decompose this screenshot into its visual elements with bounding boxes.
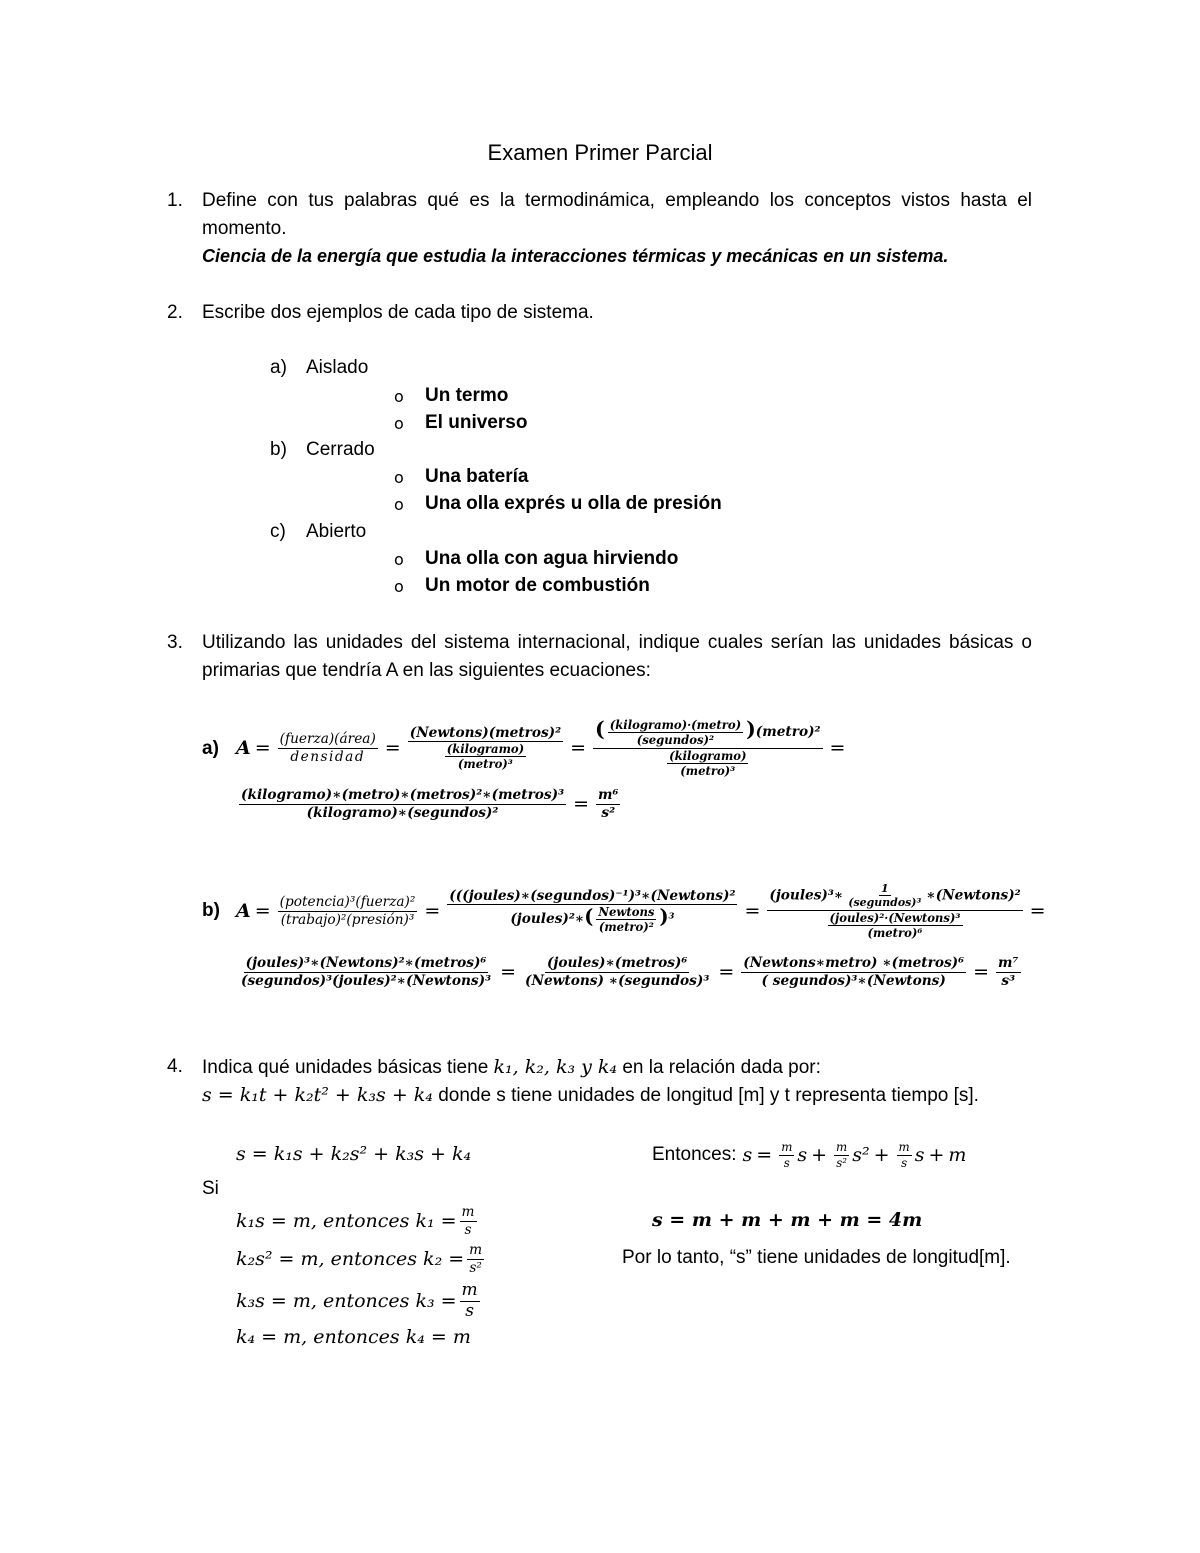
q1-text-line2: momento.: [202, 218, 287, 239]
fraction-denominator: (trabajo)²(presión)³: [280, 911, 415, 928]
q3a-fraction-1: [278, 732, 378, 764]
q3a-result: [596, 788, 620, 820]
fraction-head: (joules)²∗: [510, 911, 585, 928]
bullet-icon: o: [394, 577, 404, 596]
q4-then-line: Entonces: s = $\frac{m}{s}$ s + $\frac{m}{\text{s²}}$ s² + $\frac{m}{s}$ s + m: [652, 1140, 967, 1170]
q3a-lhs: A: [236, 737, 251, 759]
q2-group-label-cerrado: Cerrado: [306, 439, 375, 460]
q4-step-lhs: k₃s = m, entonces k₃ =: [236, 1290, 457, 1312]
q2-text: Escribe dos ejemplos de cada tipo de sistema.: [202, 302, 594, 323]
fraction-denominator: (metro)⁶: [867, 925, 923, 940]
q4-relation-text: donde s tiene unidades de longitud [m] y t representa tiempo [s].: [438, 1085, 979, 1106]
fraction-numerator: Newtons: [598, 904, 655, 919]
fraction-denominator: s²: [601, 804, 616, 821]
fraction-numerator: (((joules)∗(segundos)⁻¹)³∗(Newtons)²: [449, 887, 736, 904]
q4-step-lhs: k₁s = m, entonces k₁ =: [236, 1210, 457, 1232]
q1-text-line1: Define con tus palabras qué es la termodinámica, empleando los conceptos vistos hasta el: [202, 190, 1032, 211]
q4-number: 4.: [167, 1056, 183, 1077]
q1-answer: Ciencia de la energía que estudia la interacciones térmicas y mecánicas en un sistema.: [202, 246, 949, 266]
fraction-numerator: m: [461, 1279, 478, 1300]
q4-relation-line: [202, 1084, 979, 1107]
fraction-numerator: [767, 883, 1022, 911]
fraction-numerator: (kilogramo)∗(metro)∗(metros)²∗(metros)³: [241, 787, 565, 804]
q1-number: 1.: [167, 190, 183, 211]
fraction-denominator: (Newtons) ∗(segundos)³: [525, 972, 710, 989]
q4-intro: [202, 1056, 821, 1079]
q3a-fraction-4: [239, 788, 566, 820]
q4-text-b: en la relación dada por:: [622, 1057, 821, 1078]
q4-si: Si: [202, 1178, 219, 1199]
fraction-numerator: (potencia)³(fuerza)²: [279, 894, 416, 911]
q3-text-line1: Utilizando las unidades del sistema internacional, indique cuales serían las unidades básicas o: [202, 632, 1032, 653]
q3a-equation-line1: A = $\frac{\text{(fuerza)(área)}}{\text{densidad}}$ = $\frac{\text{(Newtons)(metros)²}}{\frac{\text{(kilogramo)}}{\text{(metro)³}}}$ = ( $\frac{\text{(kilogramo)·(metro)}}{\text{(segundos)²}}$ )(metro)² $\frac{\text{(kilogramo)}}{\text{(metro)³}}$ =: [236, 717, 846, 778]
q2-item: El universo: [425, 412, 528, 433]
q2-item: Una olla exprés u olla de presión: [425, 493, 722, 514]
fraction-denominator: (segundos)³(joules)²∗(Newtons)³: [241, 972, 492, 989]
fraction-numerator: 1: [880, 881, 889, 895]
q2-item: Una olla con agua hirviendo: [425, 548, 679, 569]
q3b-lhs: A: [236, 900, 251, 922]
q3b-fraction-4: [239, 956, 493, 988]
fraction-denominator: (metro)²: [598, 920, 654, 935]
fraction-denominator: (metro)³: [680, 763, 736, 778]
q2-item: Una batería: [425, 466, 529, 487]
fraction-numerator: m⁷: [998, 955, 1019, 972]
fraction-numerator: (kilogramo): [446, 741, 525, 756]
q2-group-label-abierto: Abierto: [306, 521, 367, 542]
fraction-denominator: [662, 749, 753, 777]
fraction-denominator: (kilogramo)∗(segundos)²: [306, 804, 499, 821]
bullet-icon: o: [394, 387, 404, 406]
fraction-tail: (metro)²: [755, 724, 821, 741]
q2-group-letter-b: b): [270, 439, 287, 460]
q3b-result: [996, 956, 1020, 988]
q3b-equation-line1: A = $\frac{\text{(potencia)³(fuerza)²}}{\text{(trabajo)²(presión)³}}$ = (((joules)∗(segundos)⁻¹)³∗(Newtons)² (joules)²∗( $\frac{\text{Newtons}}{\text{(metro)²}}$ )$^3$ = (joules)³∗ $\frac{1}{\text{(segundos)³}}$ ∗(Newtons)² $\frac{\text{(joules)²·(Newtons)³}}{\text{(metro)⁶}}$ =: [236, 881, 1046, 940]
fraction-denominator: s²: [469, 1259, 482, 1276]
fraction-numerator: m: [461, 1204, 475, 1221]
bullet-icon: o: [394, 414, 404, 433]
q2-item: Un termo: [425, 385, 509, 406]
fraction-denominator: [823, 911, 968, 939]
fraction-tail: ∗(Newtons)²: [926, 887, 1021, 904]
q4-then-label: Entonces:: [652, 1144, 737, 1165]
q3a-fraction-3: [593, 719, 822, 777]
q2-group-label-aislado: Aislado: [306, 357, 369, 378]
q3b-fraction-6: [741, 956, 966, 988]
q3b-fraction-5: [523, 956, 711, 988]
q3b-fraction-1: [278, 895, 418, 927]
fraction-numerator: (kilogramo): [669, 748, 747, 763]
fraction-numerator: m: [469, 1242, 483, 1259]
fraction-numerator: (fuerza)(área): [279, 731, 376, 748]
fraction-denominator: ( segundos)³∗(Newtons): [761, 972, 946, 989]
q3b-equation-line2: $\frac{\text{(joules)³∗(Newtons)²∗(metros)⁶}}{\text{(segundos)³(joules)²∗(Newtons)³}}$ = $\frac{\text{(joules)∗(metros)⁶}}{\text{(Newtons) ∗(segundos)³}}$ = $\frac{\text{(Newtons∗metro) ∗(metros)⁶}}{\text{( segundos)³∗(Newtons)}}$ = $\frac{\text{m⁷}}{\text{s³}}$: [241, 955, 1019, 989]
q4-relation: s = k₁t + k₂t² + k₃s + k₄: [202, 1084, 433, 1106]
q4-text-a: Indica qué unidades básicas tiene: [202, 1057, 489, 1078]
q4-step-2: [236, 1240, 487, 1278]
q4-step-4: k₄ = m, entonces k₄ = m: [236, 1326, 471, 1348]
q2-item: Un motor de combustión: [425, 575, 650, 596]
bullet-icon: o: [394, 468, 404, 487]
bullet-icon: o: [394, 550, 404, 569]
q2-number: 2.: [167, 302, 183, 323]
fraction-numerator: ( $\frac{\text{(kilogramo)·(metro)}}{\text{(segundos)²}}$ )(metro)²: [595, 717, 821, 748]
q4-step-3: [236, 1278, 483, 1324]
q3b-fraction-3: [767, 883, 1022, 939]
fraction-denominator: s: [464, 1221, 472, 1238]
q3a-equation-line2: $\frac{\text{(kilogramo)∗(metro)∗(metros)²∗(metros)³}}{\text{(kilogramo)∗(segundos)²}}$ = $\frac{\text{m⁶}}{\text{s²}}$: [241, 787, 619, 821]
q3-number: 3.: [167, 632, 183, 653]
q4-step-lhs: k₂s² = m, entonces k₂ =: [236, 1248, 465, 1270]
fraction-numerator: m⁶: [597, 787, 619, 804]
fraction-numerator: (joules)∗(metros)⁶: [546, 955, 688, 972]
q4-result: s = m + m + m + m = 4m: [652, 1209, 923, 1231]
q3a-fraction-2: [408, 726, 563, 771]
q4-eq-main: s = k₁s + k₂s² + k₃s + k₄: [236, 1143, 472, 1165]
fraction-numerator: (Newtons)(metros)²: [409, 724, 562, 741]
q3b-fraction-2: [447, 889, 737, 934]
q4-conclusion: Por lo tanto, “s” tiene unidades de longitud[m].: [622, 1247, 1011, 1268]
q2-group-letter-a: a): [270, 357, 287, 378]
q3-text-line2: primarias que tendría A en las siguientes ecuaciones:: [202, 660, 651, 681]
fraction-numerator: (joules)²·(Newtons)³: [829, 910, 961, 925]
q4-k-list: k₁, k₂, k₃ y k₄: [493, 1056, 618, 1078]
q2-group-letter-c: c): [270, 521, 286, 542]
page-title: Examen Primer Parcial: [487, 140, 713, 165]
fraction-denominator: (joules)²∗( $\frac{\text{Newtons}}{\text{(metro)²}}$ )$^3$: [510, 904, 675, 935]
fraction-denominator: densidad: [290, 748, 366, 765]
bullet-icon: o: [394, 495, 404, 514]
fraction-denominator: s: [465, 1300, 474, 1321]
q4-step-1: [236, 1202, 480, 1240]
fraction-head: (joules)³∗: [769, 887, 844, 904]
fraction-denominator: (metro)³: [457, 757, 513, 772]
q3a-letter: a): [202, 738, 219, 759]
fraction-denominator: s³: [1001, 972, 1016, 989]
fraction-numerator: (kilogramo)·(metro): [609, 718, 742, 733]
fraction-numerator: (joules)³∗(Newtons)²∗(metros)⁶: [245, 955, 487, 972]
fraction-denominator: (segundos)²: [636, 733, 715, 748]
fraction-numerator: (Newtons∗metro) ∗(metros)⁶: [743, 955, 965, 972]
q3b-letter: b): [202, 900, 220, 921]
fraction-denominator: [440, 742, 531, 770]
fraction-denominator: (segundos)³: [848, 896, 922, 910]
